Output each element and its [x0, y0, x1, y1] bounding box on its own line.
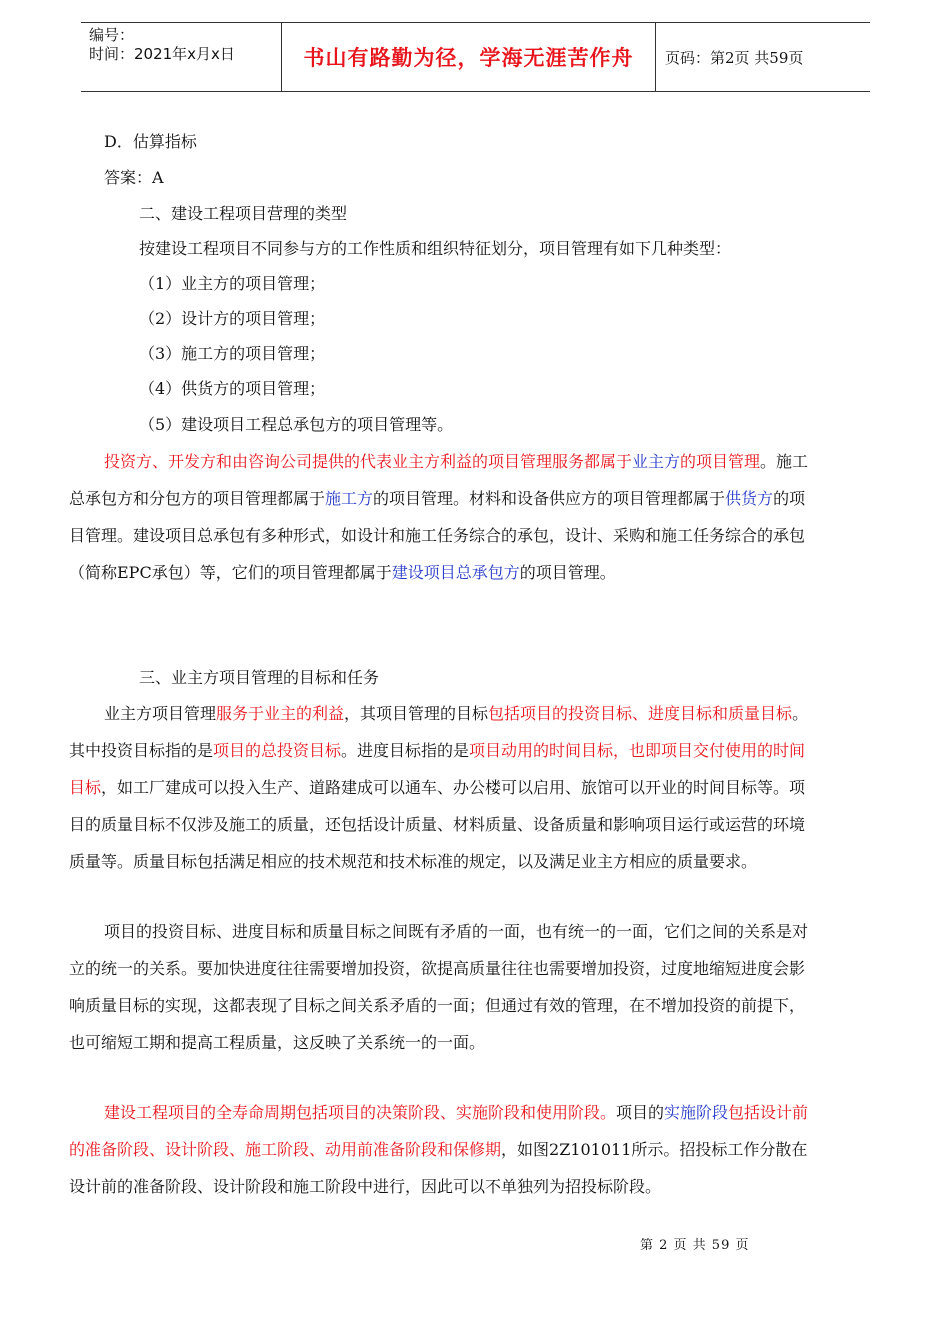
- text-line: [69, 992, 805, 1020]
- highlighted-text: 项目动用的时间目标，也即项目交付使用的时间: [469, 741, 806, 760]
- text-line: [69, 848, 757, 876]
- highlighted-text: 目标: [69, 778, 102, 797]
- text-segment: 。施工: [760, 452, 809, 471]
- text-line: [69, 955, 805, 983]
- header-meta: [89, 23, 281, 91]
- time-label: 时间：2021年x月x日: [89, 45, 235, 63]
- text-segment: （3）施工方的项目管理；: [139, 344, 326, 363]
- text-line: [104, 164, 164, 192]
- text-segment: 。进度目标指的是: [341, 741, 470, 760]
- text-line: [69, 737, 805, 765]
- text-line: [139, 411, 453, 439]
- header-page-info: 页码：第2页 共59页: [665, 48, 804, 67]
- text-segment: 也可缩短工期和提高工程质量，这反映了关系统一的一面。: [69, 1033, 486, 1052]
- text-segment: ，如图2Z101011所示。招投标工作分散在: [501, 1140, 808, 1159]
- text-line: [69, 774, 805, 802]
- highlighted-text: 建设项目总承包方: [391, 563, 520, 582]
- text-segment: 的项目管理。: [519, 563, 616, 582]
- text-line: [139, 200, 347, 228]
- highlighted-text: 的准备阶段、设计阶段、施工阶段、动用前准备阶段和保修期: [69, 1140, 502, 1159]
- text-segment: （2）设计方的项目管理；: [139, 309, 326, 328]
- text-segment: 其中投资目标指的是: [69, 741, 214, 760]
- text-segment: （简称EPC承包）等，它们的项目管理都属于: [69, 563, 392, 582]
- text-line: [104, 700, 808, 728]
- text-segment: 项目的: [616, 1103, 665, 1122]
- text-segment: （4）供货方的项目管理；: [139, 379, 326, 398]
- text-line: [139, 235, 731, 263]
- serial-label: 编号：: [89, 26, 135, 44]
- text-segment: 质量等。质量目标包括满足相应的技术规范和技术标准的规定，以及满足业主方相应的质量要求。: [69, 852, 758, 871]
- text-segment: 目管理。建设项目总承包有多种形式，如设计和施工任务综合的承包，设计、采购和施工任务综合的承包: [69, 526, 806, 545]
- highlighted-text: 服务于业主的利益: [216, 704, 345, 723]
- text-segment: 二、建设工程项目营理的类型: [139, 204, 348, 223]
- highlighted-text: 实施阶段: [664, 1103, 729, 1122]
- text-segment: （5）建设项目工程总承包方的项目管理等。: [139, 415, 454, 434]
- text-line: [69, 1029, 485, 1057]
- text-segment: 业主方项目管理: [104, 704, 217, 723]
- text-segment: 的项目管理。材料和设备供应方的项目管理都属于: [373, 489, 726, 508]
- text-segment: D．估算指标: [104, 132, 197, 151]
- highlighted-text: 包括设计前: [728, 1103, 809, 1122]
- text-line: [104, 918, 808, 946]
- page-header: [81, 22, 870, 92]
- text-line: [139, 375, 325, 403]
- text-line: [69, 811, 805, 839]
- text-line: [139, 270, 325, 298]
- text-line: [69, 522, 805, 550]
- highlighted-text: 建设工程项目的全寿命周期包括项目的决策阶段、实施阶段和使用阶段。: [104, 1103, 617, 1122]
- text-line: [69, 485, 805, 513]
- highlighted-text: 业主方: [632, 452, 681, 471]
- text-line: [69, 1136, 807, 1164]
- highlighted-text: 包括项目的投资目标、进度目标和质量目标: [488, 704, 793, 723]
- highlighted-text: 项目的总投资目标: [213, 741, 342, 760]
- highlighted-text: 的项目管理: [680, 452, 761, 471]
- text-segment: 设计前的准备阶段、设计阶段和施工阶段中进行，因此可以不单独列为招投标阶段。: [69, 1177, 662, 1196]
- text-line: [69, 1173, 661, 1201]
- text-segment: 按建设工程项目不同参与方的工作性质和组织特征划分，项目管理有如下几种类型：: [139, 239, 732, 258]
- highlighted-text: 供货方: [725, 489, 774, 508]
- text-line: [139, 664, 379, 692]
- text-segment: 总承包方和分包方的项目管理都属于: [69, 489, 326, 508]
- page-footer: 第 2 页 共 59 页: [640, 1238, 750, 1253]
- text-line: [104, 448, 808, 476]
- text-line: [139, 340, 325, 368]
- text-segment: 立的统一的关系。要加快进度往往需要增加投资，欲提高质量往往也需要增加投资，过度地缩短进度会影: [69, 959, 806, 978]
- text-segment: 三、业主方项目管理的目标和任务: [139, 668, 380, 687]
- text-line: [104, 128, 197, 156]
- text-segment: 的项: [773, 489, 806, 508]
- text-segment: 响质量目标的实现，这都表现了目标之间关系矛盾的一面；但通过有效的管理，在不增加投资的前提下，: [69, 996, 806, 1015]
- text-segment: ，如工厂建成可以投入生产、道路建成可以通车、办公楼可以启用、旅馆可以开业的时间目标等。项: [101, 778, 806, 797]
- text-line: [139, 305, 325, 333]
- highlighted-text: 施工方: [325, 489, 374, 508]
- text-segment: 目的质量目标不仅涉及施工的质量，还包括设计质量、材料质量、设备质量和影响项目运行或运营的环境: [69, 815, 806, 834]
- highlighted-text: 投资方、开发方和由咨询公司提供的代表业主方利益的项目管理服务都属于: [104, 452, 633, 471]
- text-segment: ，其项目管理的目标: [344, 704, 489, 723]
- text-segment: 答案：A: [104, 168, 164, 187]
- text-segment: 。: [792, 704, 809, 723]
- text-segment: （1）业主方的项目管理；: [139, 274, 326, 293]
- text-line: [69, 559, 616, 587]
- header-motto: 书山有路勤为径，学海无涯苦作舟: [281, 23, 656, 91]
- text-line: [104, 1099, 808, 1127]
- text-segment: 项目的投资目标、进度目标和质量目标之间既有矛盾的一面，也有统一的一面，它们之间的关系是对: [104, 922, 809, 941]
